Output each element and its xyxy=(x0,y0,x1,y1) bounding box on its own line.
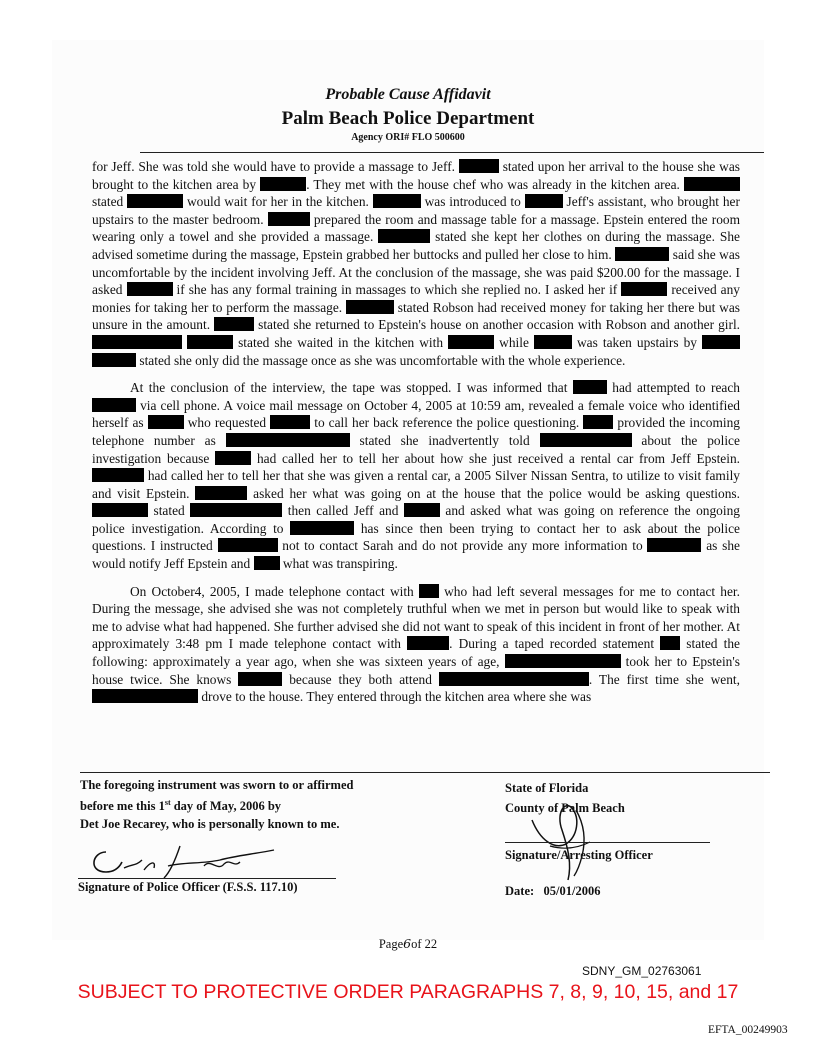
page-number: Page6of 22 xyxy=(378,936,438,951)
protective-order-stamp: SUBJECT TO PROTECTIVE ORDER PARAGRAPHS 7, 8, 9, 10, 15, and 17 xyxy=(77,981,739,1003)
redaction xyxy=(448,335,494,349)
redaction xyxy=(218,538,278,552)
arresting-signature-label: Signature/Arresting Officer xyxy=(505,848,653,862)
redaction xyxy=(525,194,563,208)
redaction xyxy=(268,212,310,226)
redaction xyxy=(573,380,607,394)
sworn-statement: The foregoing instrument was sworn to or affirmed before me this 1st day of May, 2006 by Det Joe Recarey, who is personally known to me. xyxy=(80,778,354,832)
redaction xyxy=(92,353,136,367)
redaction xyxy=(215,451,251,465)
redaction xyxy=(660,636,680,650)
police-officer-signature xyxy=(84,838,284,882)
bates-number: SDNY_GM_02763061 xyxy=(582,964,702,978)
redaction xyxy=(459,159,499,173)
redaction xyxy=(195,486,247,500)
redaction xyxy=(270,415,310,429)
redaction xyxy=(190,503,282,517)
redaction xyxy=(187,335,233,349)
header-divider xyxy=(140,152,764,153)
paragraph-1: for Jeff. She was told she would have to provide a massage to Jeff. stated upon her arrival to the house she was brought to the kitchen area by . They met with the house chef who was already in the kitchen area. stated would wait for her in the kitchen. was introduced to Jeff's assistant, who brought her upstairs to the master bedroom. prepared the room and massage table for a massage. Epstein entered the room wearing only a towel and she provided a massage. stated she kept her clothes on during the massage. She advised sometime during the massage, Epstein grabbed her buttocks and pulled her close to him. said she was uncomfortable by the incident involving Jeff. At the conclusion of the massage, she was paid $200.00 for the massage. I asked if she has any formal training in massages to which she replied no. I asked her if received any monies for taking her to perform the massage. stated Robson had received money for taking her there but was unsure in the amount. stated she returned to Epstein's house on another occasion with Robson and another girl. stated she waited in the kitchen with while was taken upstairs by stated she only did the massage once as she was uncomfortable with the whole experience. xyxy=(92,159,741,368)
redaction xyxy=(583,415,613,429)
redaction xyxy=(92,689,198,703)
redaction xyxy=(615,247,669,261)
redaction xyxy=(148,415,184,429)
redaction xyxy=(407,636,449,650)
redaction xyxy=(621,282,667,296)
redaction xyxy=(92,398,136,412)
footer-divider xyxy=(80,772,770,773)
redaction xyxy=(127,282,173,296)
redaction xyxy=(702,335,740,349)
signature-date: Date: 05/01/2006 xyxy=(505,884,601,898)
redaction xyxy=(439,672,589,686)
police-signature-label: Signature of Police Officer (F.S.S. 117.10) xyxy=(78,880,298,894)
affidavit-body xyxy=(92,158,740,716)
redaction xyxy=(290,521,354,535)
redaction xyxy=(260,177,306,191)
signature-line xyxy=(78,878,336,879)
redaction xyxy=(346,300,394,314)
paragraph-3: On October4, 2005, I made telephone contact with who had left several messages for me to contact her. During the message, she advised she was not completely truthful when we met in person but would like to speak with me to advise what had happened. She further advised she did not want to speak of this incident in front of her mother. At approximately 3:48 pm I made telephone contact with . During a taped recorded statement stated the following: approximately a year ago, when she was sixteen years of age, took her to Epstein's house twice. She knows because they both attend . The first time she went, drove to the house. They entered through the kitchen area where she was xyxy=(92,583,740,705)
redaction xyxy=(92,335,182,349)
signature-line xyxy=(505,842,710,843)
redaction xyxy=(378,229,430,243)
redaction xyxy=(419,584,439,598)
redaction xyxy=(540,433,632,447)
redaction xyxy=(684,177,740,191)
redaction xyxy=(534,335,572,349)
affidavit-title: Probable Cause Affidavit xyxy=(325,86,491,103)
redaction xyxy=(214,317,254,331)
redaction xyxy=(226,433,350,447)
redaction xyxy=(127,194,183,208)
redaction xyxy=(92,468,144,482)
jurisdiction: State of Florida County of Palm Beach xyxy=(505,781,625,815)
redaction xyxy=(647,538,701,552)
redaction xyxy=(505,654,621,668)
redaction xyxy=(373,194,421,208)
efta-number: EFTA_00249903 xyxy=(708,1024,788,1036)
redaction xyxy=(238,672,282,686)
agency-ori: Agency ORI# FLO 500600 xyxy=(351,132,465,143)
redaction xyxy=(404,503,440,517)
redaction xyxy=(254,556,280,570)
redaction xyxy=(92,503,148,517)
department-name: Palm Beach Police Department xyxy=(281,108,535,129)
paragraph-2: At the conclusion of the interview, the tape was stopped. I was informed that had attempted to reach via cell phone. A voice mail message on October 4, 2005 at 10:59 am, revealed a female voice who identified herself as who requested to call her back reference the police questioning. provided the incoming telephone number as stated she inadvertently told about the police investigation because had called her to tell her about how she just received a rental car from Jeff Epstein. had called her to tell her that she was given a rental car, a 2005 Silver Nissan Sentra, to utilize to visit family and visit Epstein. asked her what was going on at the house that the police would be asking questions. stated then called Jeff and and asked what was going on reference the ongoing police investigation. According to has since then been trying to contact her to ask about the police questions. I instructed not to contact Sarah and do not provide any more information to as she would notify Jeff Epstein and what was transpiring. xyxy=(92,380,740,572)
